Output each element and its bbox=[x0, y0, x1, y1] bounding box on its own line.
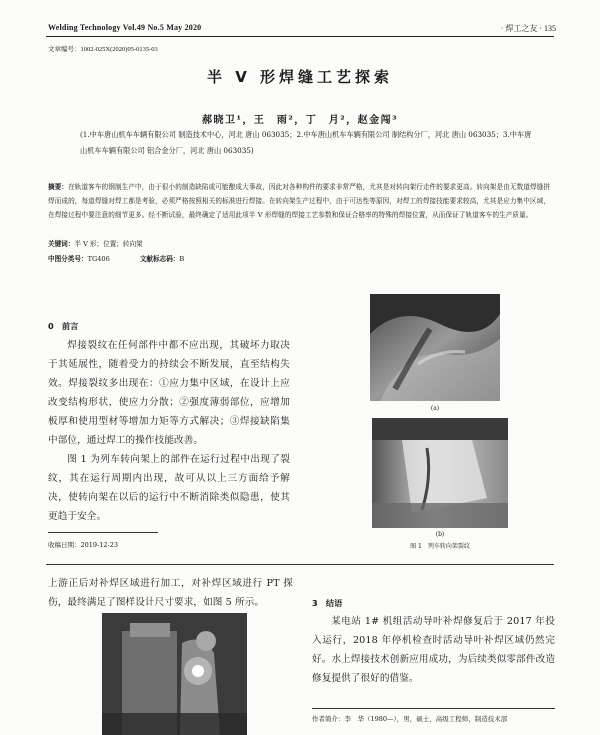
conclusion-paragraph: 某电站 1# 机组活动导叶补焊修复后于 2017 年投入运行，2018 年停机检查时活动导叶补焊区域仍然完好。水上焊接技术创新应用成功，为后续类似零部件改造修复提供了很好的借鉴。 bbox=[312, 616, 555, 684]
keywords bbox=[48, 238, 143, 248]
keywords-text: 半 V 形；位置；转向架 bbox=[74, 240, 143, 248]
classification bbox=[48, 253, 214, 263]
intro-body bbox=[48, 336, 290, 526]
figure-1-caption: 图 1 列车转向架裂纹 bbox=[410, 543, 470, 550]
author-bio-rule bbox=[312, 708, 555, 709]
intro-heading: 0 前言 bbox=[48, 321, 79, 331]
figure-1b-photo bbox=[372, 418, 508, 528]
doc-code-label: 文献标志码： bbox=[139, 255, 180, 263]
continued-body bbox=[48, 574, 293, 612]
welding-photo-image bbox=[102, 613, 247, 735]
intro-paragraph-2: 图 1 为列车转向架上的部件在运行过程中出现了裂纹，其在运行周期内出现，故可从以上三方面给予解决，使转向架在以后的运行中不断消除类似隐患，使其更趋于安全。 bbox=[48, 454, 290, 522]
welding-photo bbox=[102, 613, 247, 735]
journal-header: Welding Technology Vol.49 No.5 May 2020 bbox=[48, 23, 202, 32]
section-page-header: · 焊工之友 · 135 bbox=[500, 24, 556, 33]
keywords-label: 关键词： bbox=[48, 240, 75, 248]
figure-1b-label: (b) bbox=[435, 531, 445, 538]
author-list: 郝晓卫¹，王 雨²，丁 月²，赵金闯³ bbox=[201, 115, 399, 126]
figure-1a-photo bbox=[370, 294, 500, 401]
crack-photo-b-image bbox=[372, 418, 508, 528]
paper-title: 半 V 形焊缝工艺探索 bbox=[206, 68, 394, 86]
abstract-text: 在轨道客车的钢制生产中，由于很小的制造缺陷或可能酿成大事故，因此对各种构件的要求非常严格，尤其是对转向架行走件的要求更高。转向架是由无数道焊缝拼焊而成的，每道焊缝对焊工都是考验，必须严格按照相关的标准进行焊接。在转向架生产过程中，由于可达性等原因，对焊工的焊接技能要求较高，尤其是应力集中区域，在焊接过程中要注意的细节更多。经不断试验，最终确定了适用此项半 V 形焊缝的焊接工艺参数和保证合格率的特殊的焊接位置，从而保证了轨道客车的生产质量。 bbox=[48, 183, 551, 219]
conclusion-body bbox=[312, 612, 555, 688]
doc-code-value: B bbox=[179, 255, 185, 263]
abstract bbox=[48, 180, 553, 222]
affiliations: (1.中车唐山机车车辆有限公司 制造技术中心，河北 唐山 063035；2.中车唐山机车车辆有限公司 制结构分厂，河北 唐山 063035；3.中车唐山机车车辆有限公司 铝合金分厂，河北 唐山 063035) bbox=[80, 130, 532, 155]
received-date: 收稿日期：2019-12-23 bbox=[48, 541, 118, 549]
figure-1a-label: (a) bbox=[430, 405, 440, 412]
clc-value: TG406 bbox=[87, 255, 110, 263]
crack-photo-a-image bbox=[370, 294, 500, 401]
abstract-label: 摘要： bbox=[48, 183, 69, 191]
footnote-rule bbox=[48, 532, 158, 533]
page-break-rule bbox=[46, 564, 554, 565]
header-rule bbox=[46, 36, 554, 37]
continued-paragraph: 上游正后对补焊区域进行加工，对补焊区域进行 PT 探伤，最终满足了图样设计尺寸要求，如图 5 所示。 bbox=[48, 578, 293, 608]
author-bio: 作者简介：李 华（1980—），男，硕士，高级工程师，制造技术部 bbox=[312, 715, 508, 723]
conclusion-heading: 3 结语 bbox=[312, 598, 343, 608]
intro-paragraph-1: 焊接裂纹在任何部件中都不应出现，其破坏力取决于其延展性，随着受力的持续会不断发展，直至结构失效。焊接裂纹多出现在：①应力集中区域，在设计上应改变结构形状，使应力分散；②强度薄弱部位，应增加板厚和使用型材等增加力矩等方式解决；③焊接缺陷集中部位，通过焊工的操作技能改善。 bbox=[48, 340, 290, 446]
clc-label: 中图分类号： bbox=[48, 255, 88, 263]
article-number: 文章编号：1002-025X(2020)05-0135-03 bbox=[48, 46, 158, 53]
